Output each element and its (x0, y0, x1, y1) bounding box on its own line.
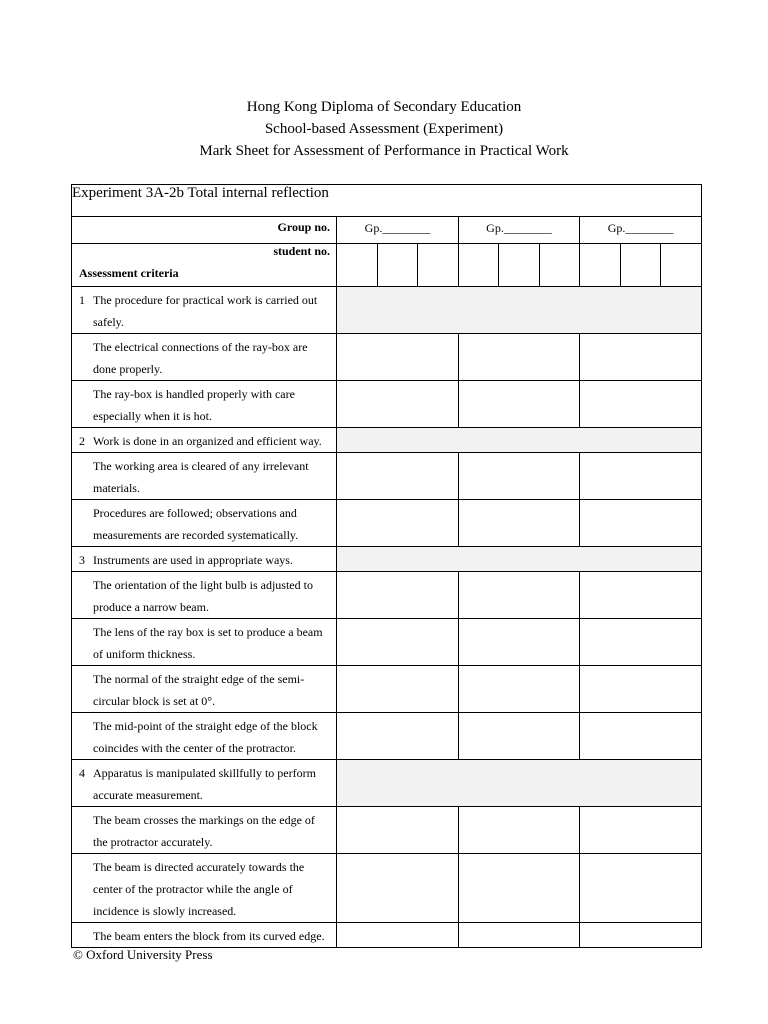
criteria-row (72, 854, 702, 923)
copyright-footer: © Oxford University Press (73, 947, 213, 962)
student-no-cell[interactable] (337, 244, 378, 287)
criteria-cell (72, 854, 337, 923)
mark-cell[interactable] (580, 923, 702, 948)
criteria-section-row (72, 760, 702, 807)
mark-cell[interactable] (580, 334, 702, 381)
mark-cell[interactable] (337, 334, 459, 381)
mark-cell[interactable] (580, 572, 702, 619)
mark-cell[interactable] (337, 572, 459, 619)
criteria-text: Procedures are followed; observations and measurements are recorded systematically. (93, 506, 299, 542)
group-field-3[interactable]: Gp.________ (580, 217, 702, 244)
criteria-cell (72, 547, 337, 572)
criteria-row (72, 923, 702, 948)
mark-cell[interactable] (337, 807, 459, 854)
criteria-text: The beam crosses the markings on the edge of the protractor accurately. (93, 813, 315, 849)
criteria-cell (72, 666, 337, 713)
criteria-cell (72, 428, 337, 453)
mark-cell[interactable] (459, 619, 580, 666)
header-line-2: School-based Assessment (Experiment) (264, 121, 504, 137)
criteria-row (72, 453, 702, 500)
criteria-text: The working area is cleared of any irrelevant materials. (93, 459, 309, 495)
mark-cell[interactable] (459, 500, 580, 547)
criteria-cell (72, 453, 337, 500)
criteria-text: The normal of the straight edge of the semi-circular block is set at 0°. (93, 672, 305, 708)
group-field-2[interactable]: Gp.________ (459, 217, 580, 244)
mark-cell[interactable] (337, 453, 459, 500)
criteria-row (72, 381, 702, 428)
group-field-1[interactable]: Gp.________ (337, 217, 459, 244)
criteria-number: 2 (79, 434, 85, 448)
student-no-cell[interactable] (661, 244, 702, 287)
criteria-cell (72, 713, 337, 760)
criteria-text: The mid-point of the straight edge of the block coincides with the center of the protractor. (93, 719, 318, 755)
mark-cell[interactable] (459, 807, 580, 854)
criteria-text: The orientation of the light bulb is adjusted to produce a narrow beam. (93, 578, 313, 614)
criteria-section-row (72, 547, 702, 572)
mark-cell[interactable] (459, 453, 580, 500)
mark-cell[interactable] (337, 500, 459, 547)
criteria-row (72, 572, 702, 619)
criteria-number: 3 (79, 553, 85, 567)
criteria-row (72, 807, 702, 854)
student-no-cell[interactable] (459, 244, 499, 287)
criteria-cell (72, 287, 337, 334)
mark-cell[interactable] (459, 666, 580, 713)
assessment-criteria-label: Assessment criteria (79, 266, 179, 280)
criteria-text: The procedure for practical work is carried out safely. (93, 293, 318, 329)
student-no-cell[interactable] (378, 244, 418, 287)
mark-cell[interactable] (580, 619, 702, 666)
experiment-title: Experiment 3A-2b Total internal reflection (72, 185, 702, 217)
student-no-cell[interactable] (418, 244, 459, 287)
criteria-section-row (72, 428, 702, 453)
mark-cell[interactable] (459, 923, 580, 948)
criteria-row (72, 334, 702, 381)
criteria-row (72, 500, 702, 547)
criteria-cell (72, 923, 337, 948)
mark-cell[interactable] (459, 381, 580, 428)
group-no-label: Group no. (72, 217, 337, 244)
student-no-cell[interactable] (499, 244, 540, 287)
criteria-text: Apparatus is manipulated skillfully to perform accurate measurement. (93, 766, 316, 802)
mark-cell[interactable] (580, 500, 702, 547)
mark-cell[interactable] (580, 713, 702, 760)
header-line-3: Mark Sheet for Assessment of Performance in Practical Work (199, 143, 569, 159)
header-line-1: Hong Kong Diploma of Secondary Education (246, 99, 522, 115)
criteria-text: The lens of the ray box is set to produce a beam of uniform thickness. (93, 625, 323, 661)
criteria-cell (72, 334, 337, 381)
section-shaded-cell (337, 287, 702, 334)
criteria-cell (72, 381, 337, 428)
document-header (0, 96, 768, 162)
criteria-text: Instruments are used in appropriate ways. (93, 553, 293, 567)
criteria-cell (72, 500, 337, 547)
section-shaded-cell (337, 547, 702, 572)
criteria-row (72, 619, 702, 666)
criteria-number: 4 (79, 766, 85, 780)
student-criteria-header (72, 244, 337, 287)
mark-cell[interactable] (580, 381, 702, 428)
criteria-row (72, 713, 702, 760)
criteria-text: The beam is directed accurately towards the center of the protractor while the angle of incidence is slowly increased. (93, 860, 305, 918)
section-shaded-cell (337, 428, 702, 453)
criteria-cell (72, 760, 337, 807)
mark-cell[interactable] (337, 666, 459, 713)
mark-cell[interactable] (337, 381, 459, 428)
criteria-text: Work is done in an organized and efficient way. (93, 434, 322, 448)
mark-cell[interactable] (337, 854, 459, 923)
mark-cell[interactable] (459, 334, 580, 381)
criteria-cell (72, 807, 337, 854)
criteria-row (72, 666, 702, 713)
mark-cell[interactable] (459, 854, 580, 923)
mark-sheet-table (71, 184, 702, 948)
mark-cell[interactable] (459, 572, 580, 619)
mark-cell[interactable] (580, 807, 702, 854)
student-no-label: student no. (273, 244, 330, 258)
mark-cell[interactable] (580, 854, 702, 923)
mark-cell[interactable] (459, 713, 580, 760)
criteria-cell (72, 619, 337, 666)
mark-cell[interactable] (337, 923, 459, 948)
criteria-text: The ray-box is handled properly with care especially when it is hot. (93, 387, 295, 423)
student-no-cell[interactable] (540, 244, 580, 287)
student-no-cell[interactable] (580, 244, 621, 287)
criteria-text: The electrical connections of the ray-box are done properly. (93, 340, 308, 376)
criteria-number: 1 (79, 293, 85, 307)
student-no-cell[interactable] (621, 244, 661, 287)
criteria-text: The beam enters the block from its curved edge. (93, 929, 325, 943)
criteria-section-row (72, 287, 702, 334)
section-shaded-cell (337, 760, 702, 807)
mark-cell[interactable] (337, 713, 459, 760)
mark-cell[interactable] (580, 453, 702, 500)
mark-cell[interactable] (580, 666, 702, 713)
criteria-cell (72, 572, 337, 619)
mark-cell[interactable] (337, 619, 459, 666)
